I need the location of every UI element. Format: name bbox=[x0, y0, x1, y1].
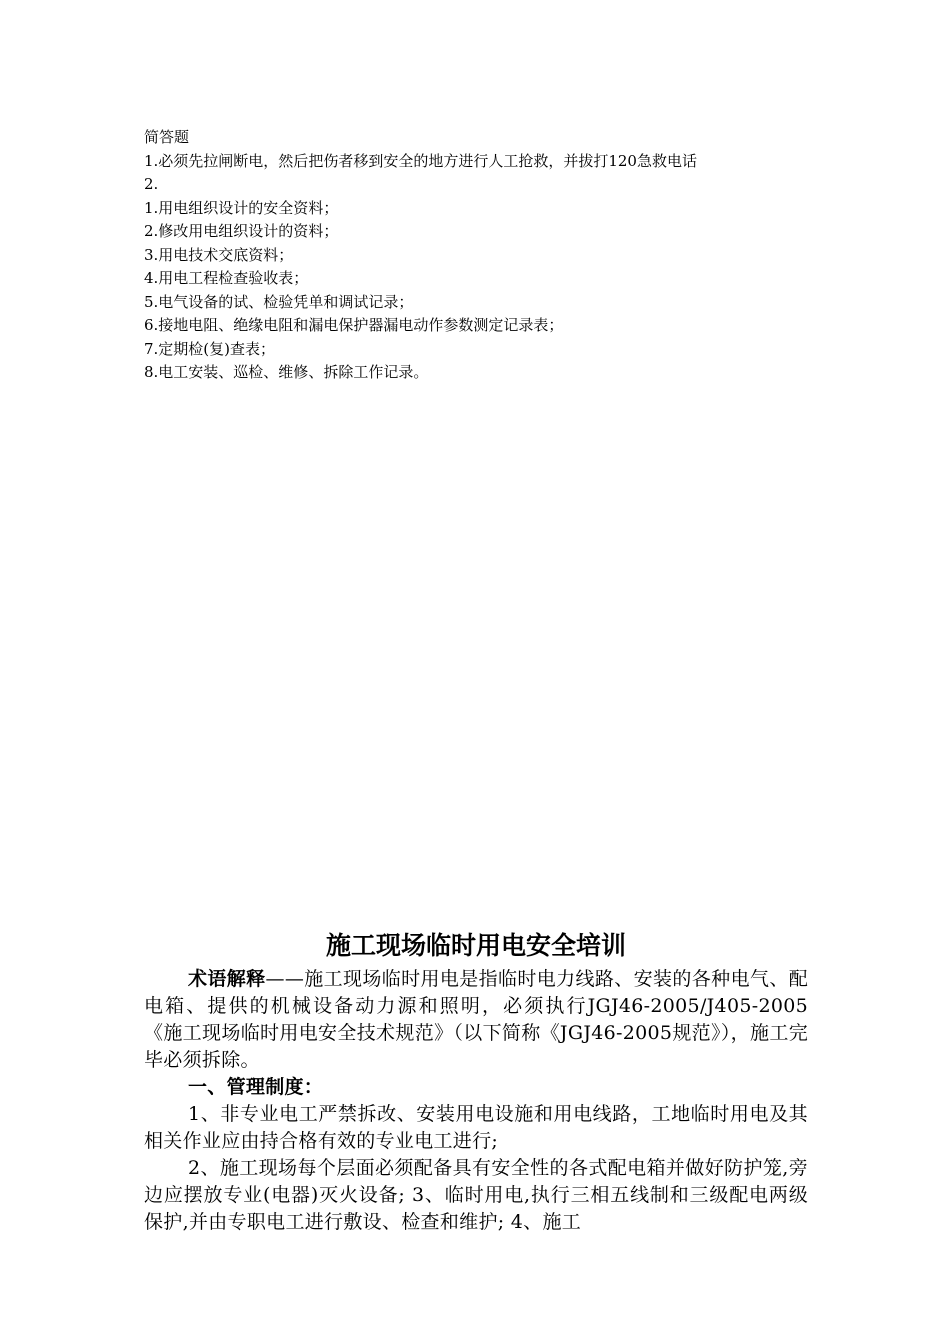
rule-paragraph: 2、施工现场每个层面必须配备具有安全性的各式配电箱并做好防护笼,旁边应摆放专业(电器)灭火设备; 3、临时用电,执行三相五线制和三级配电两级保护,并由专职电工进行敷设、检查和维护; 4、施工 bbox=[144, 1157, 808, 1233]
answer-line: 8.电工安装、巡检、维修、拆除工作记录。 bbox=[144, 363, 429, 381]
short-answer-heading: 简答题 bbox=[144, 128, 190, 146]
answer-line: 4.用电工程检查验收表； bbox=[144, 269, 309, 287]
answer-line: 3.用电技术交底资料； bbox=[144, 245, 294, 264]
training-article bbox=[144, 926, 808, 1236]
article-body bbox=[144, 966, 808, 1236]
article-title: 施工现场临时用电安全培训 bbox=[325, 931, 626, 960]
answer-line: 7.定期检(复)查表； bbox=[144, 339, 276, 358]
term-paragraph bbox=[144, 966, 808, 1074]
section-heading-text: 一、管理制度： bbox=[188, 1076, 324, 1098]
short-answer-section bbox=[144, 126, 808, 385]
answer-line: 5.电气设备的试、检验凭单和调试记录； bbox=[144, 292, 414, 311]
answer-line: 6.接地电阻、绝缘电阻和漏电保护器漏电动作参数测定记录表； bbox=[144, 316, 564, 334]
term-label: 术语解释 bbox=[188, 968, 266, 990]
section-heading bbox=[144, 1074, 808, 1101]
answer-line: 1.用电组织设计的安全资料； bbox=[144, 198, 339, 217]
answer-line: 1.必须先拉闸断电，然后把伤者移到安全的地方进行人工抢救，并拔打120急救电话 bbox=[144, 151, 697, 170]
rule-paragraph: 1、非专业电工严禁拆改、安装用电设施和用电线路，工地临时用电及其相关作业应由持合格有效的专业电工进行; bbox=[144, 1103, 808, 1152]
term-text: ——施工现场临时用电是指临时电力线路、安装的各种电气、配电箱、提供的机械设备动力源和照明，必须执行JGJ46-2005/J405-2005《施工现场临时用电安全技术规范》（以下简称《JGJ46-2005规范》），施工完毕必须拆除。 bbox=[144, 968, 809, 1071]
answer-line: 2.修改用电组织设计的资料； bbox=[144, 222, 339, 240]
answer-line: 2. bbox=[144, 175, 159, 193]
